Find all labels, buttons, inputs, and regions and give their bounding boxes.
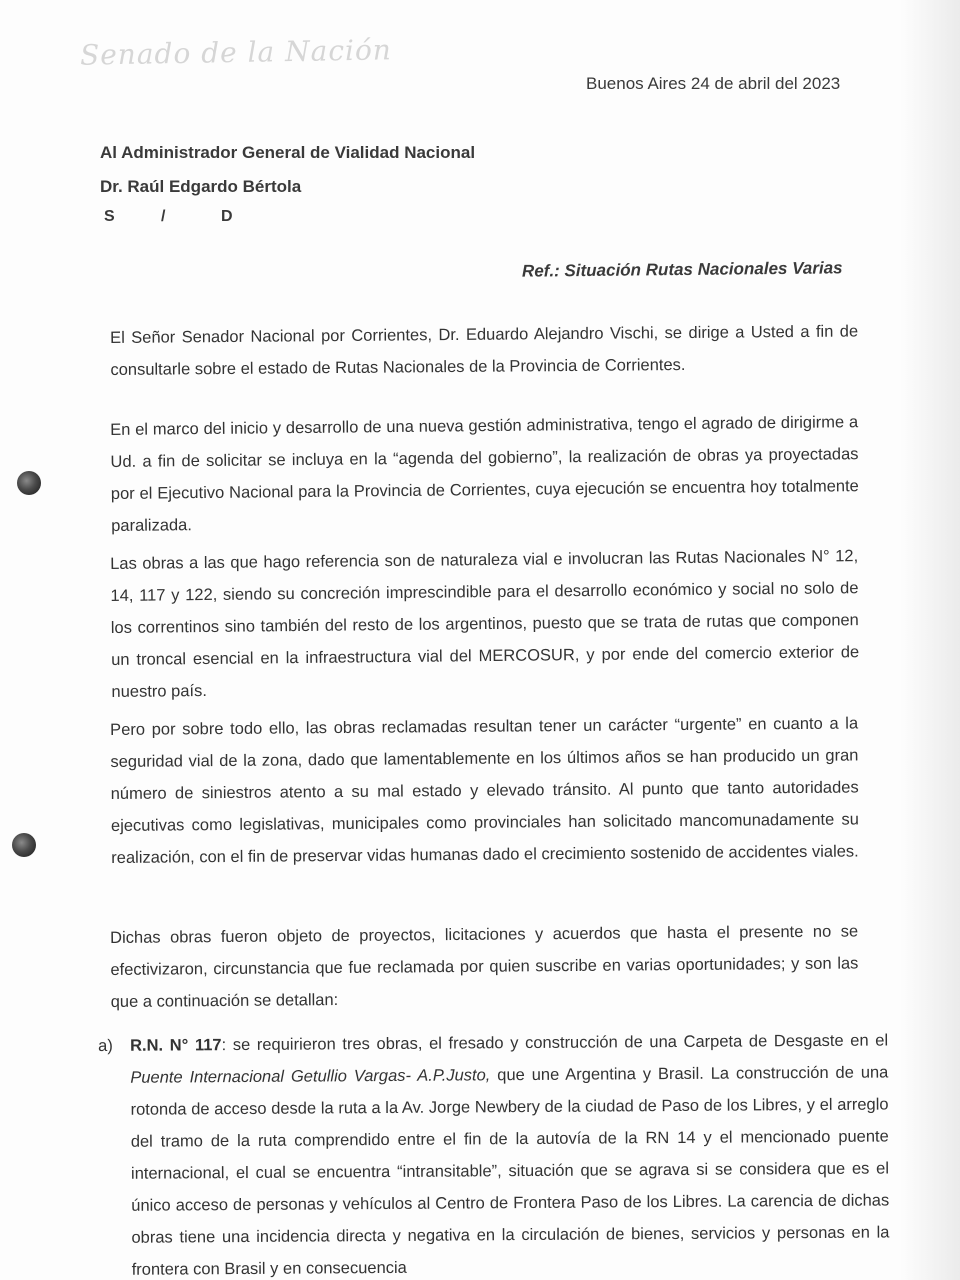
- paragraph-projects: Dichas obras fueron objeto de proyectos, licitaciones y acuerdos que hasta el presente no se efectivizaron, circunstancia que fue reclamada por quien suscribe en varias oportunidades; y son las que a continuación se detallan:: [110, 922, 859, 1011]
- paragraph-context: En el marco del inicio y desarrollo de una nueva gestión administrativa, tengo el agrado de dirigirme a Ud. a fin de solicitar se incluya en la “agenda del gobierno”, la realización de obras ya proyectadas por el Ejecutivo Nacional para la Provincia de Corrientes, cuya ejecución se encuentra hoy totalmente paralizada.: [110, 413, 859, 535]
- list-item-bridge-name: Puente Internacional Getullio Vargas- A.P.Justo,: [130, 1066, 491, 1087]
- salutation-d: D: [221, 208, 233, 225]
- recipient-title: Al Administrador General de Vialidad Nacional: [100, 143, 476, 162]
- page-edge-shadow: [900, 0, 960, 1280]
- binder-hole-bottom: [12, 833, 36, 857]
- salutation-slash: /: [161, 208, 166, 225]
- paragraph-urgency: Pero por sobre todo ello, las obras reclamadas resultan tener un carácter “urgente” en cuanto a la seguridad vial de la zona, dado que lamentablemente en los últimos años se han producido un gran número de siniestros atento a su mal estado y elevado tránsito. Al punto que tanto autoridades ejecutivas como legislativas, municipales como provinciales han solicitado mancomunadamente su realización, con el fin de preservar vidas humanas dado el crecimiento sostenido de accidentes viales.: [110, 714, 860, 867]
- list-item-lead: R.N. N° 117: [130, 1036, 222, 1055]
- salutation-s: S: [104, 208, 115, 225]
- binder-hole-top: [17, 471, 41, 495]
- list-marker: a): [98, 1036, 113, 1055]
- list-item-body: [130, 1024, 890, 1280]
- list-item-rn117: [98, 1024, 890, 1280]
- paragraph-works: Las obras a las que hago referencia son de naturaleza vial e involucran las Rutas Nacionales N° 12, 14, 117 y 122, siendo su concreción imprescindible para el desarrollo económico y social no solo de los correntinos sino también del resto de los argentinos, puesto que se trata de rutas que componen un troncal esencial en la infraestructura vial del MERCOSUR, y por ende del comercio exterior de nuestro país.: [110, 547, 860, 701]
- reference-line: Ref.: Situación Rutas Nacionales Varias: [521, 258, 843, 281]
- letterhead-watermark: Senado de la Nación: [79, 33, 393, 72]
- letter-date: Buenos Aires 24 de abril del 2023: [586, 74, 841, 93]
- paragraph-intro: El Señor Senador Nacional por Corrientes, Dr. Eduardo Alejandro Vischi, se dirige a Usted a fin de consultarle sobre el estado de Rutas Nacionales de la Provincia de Corrientes.: [110, 322, 859, 379]
- recipient-name: Dr. Raúl Edgardo Bértola: [100, 177, 302, 196]
- list-item-text-1: : se requirieron tres obras, el fresado y construcción de una Carpeta de Desgaste en el: [221, 1031, 889, 1055]
- list-item-text-2: que une Argentina y Brasil. La construcción de una rotonda de acceso desde la ruta a la Av. Jorge Newbery de la ciudad de Paso de los Libres, y el arreglo del tramo de la ruta comprendido entre el fin de la autovía de la RN 14 y el mencionado puente internacional, el cual se encuentra “intransitable”, situación que se agrava si se considera que es el único acceso de personas y vehículos al Centro de Frontera Paso de los Libres. La carencia de dichas obras tiene una incidencia directa y negativa en la circulación de bienes, servicios y personas en la frontera con Brasil y en consecuencia: [130, 1063, 890, 1279]
